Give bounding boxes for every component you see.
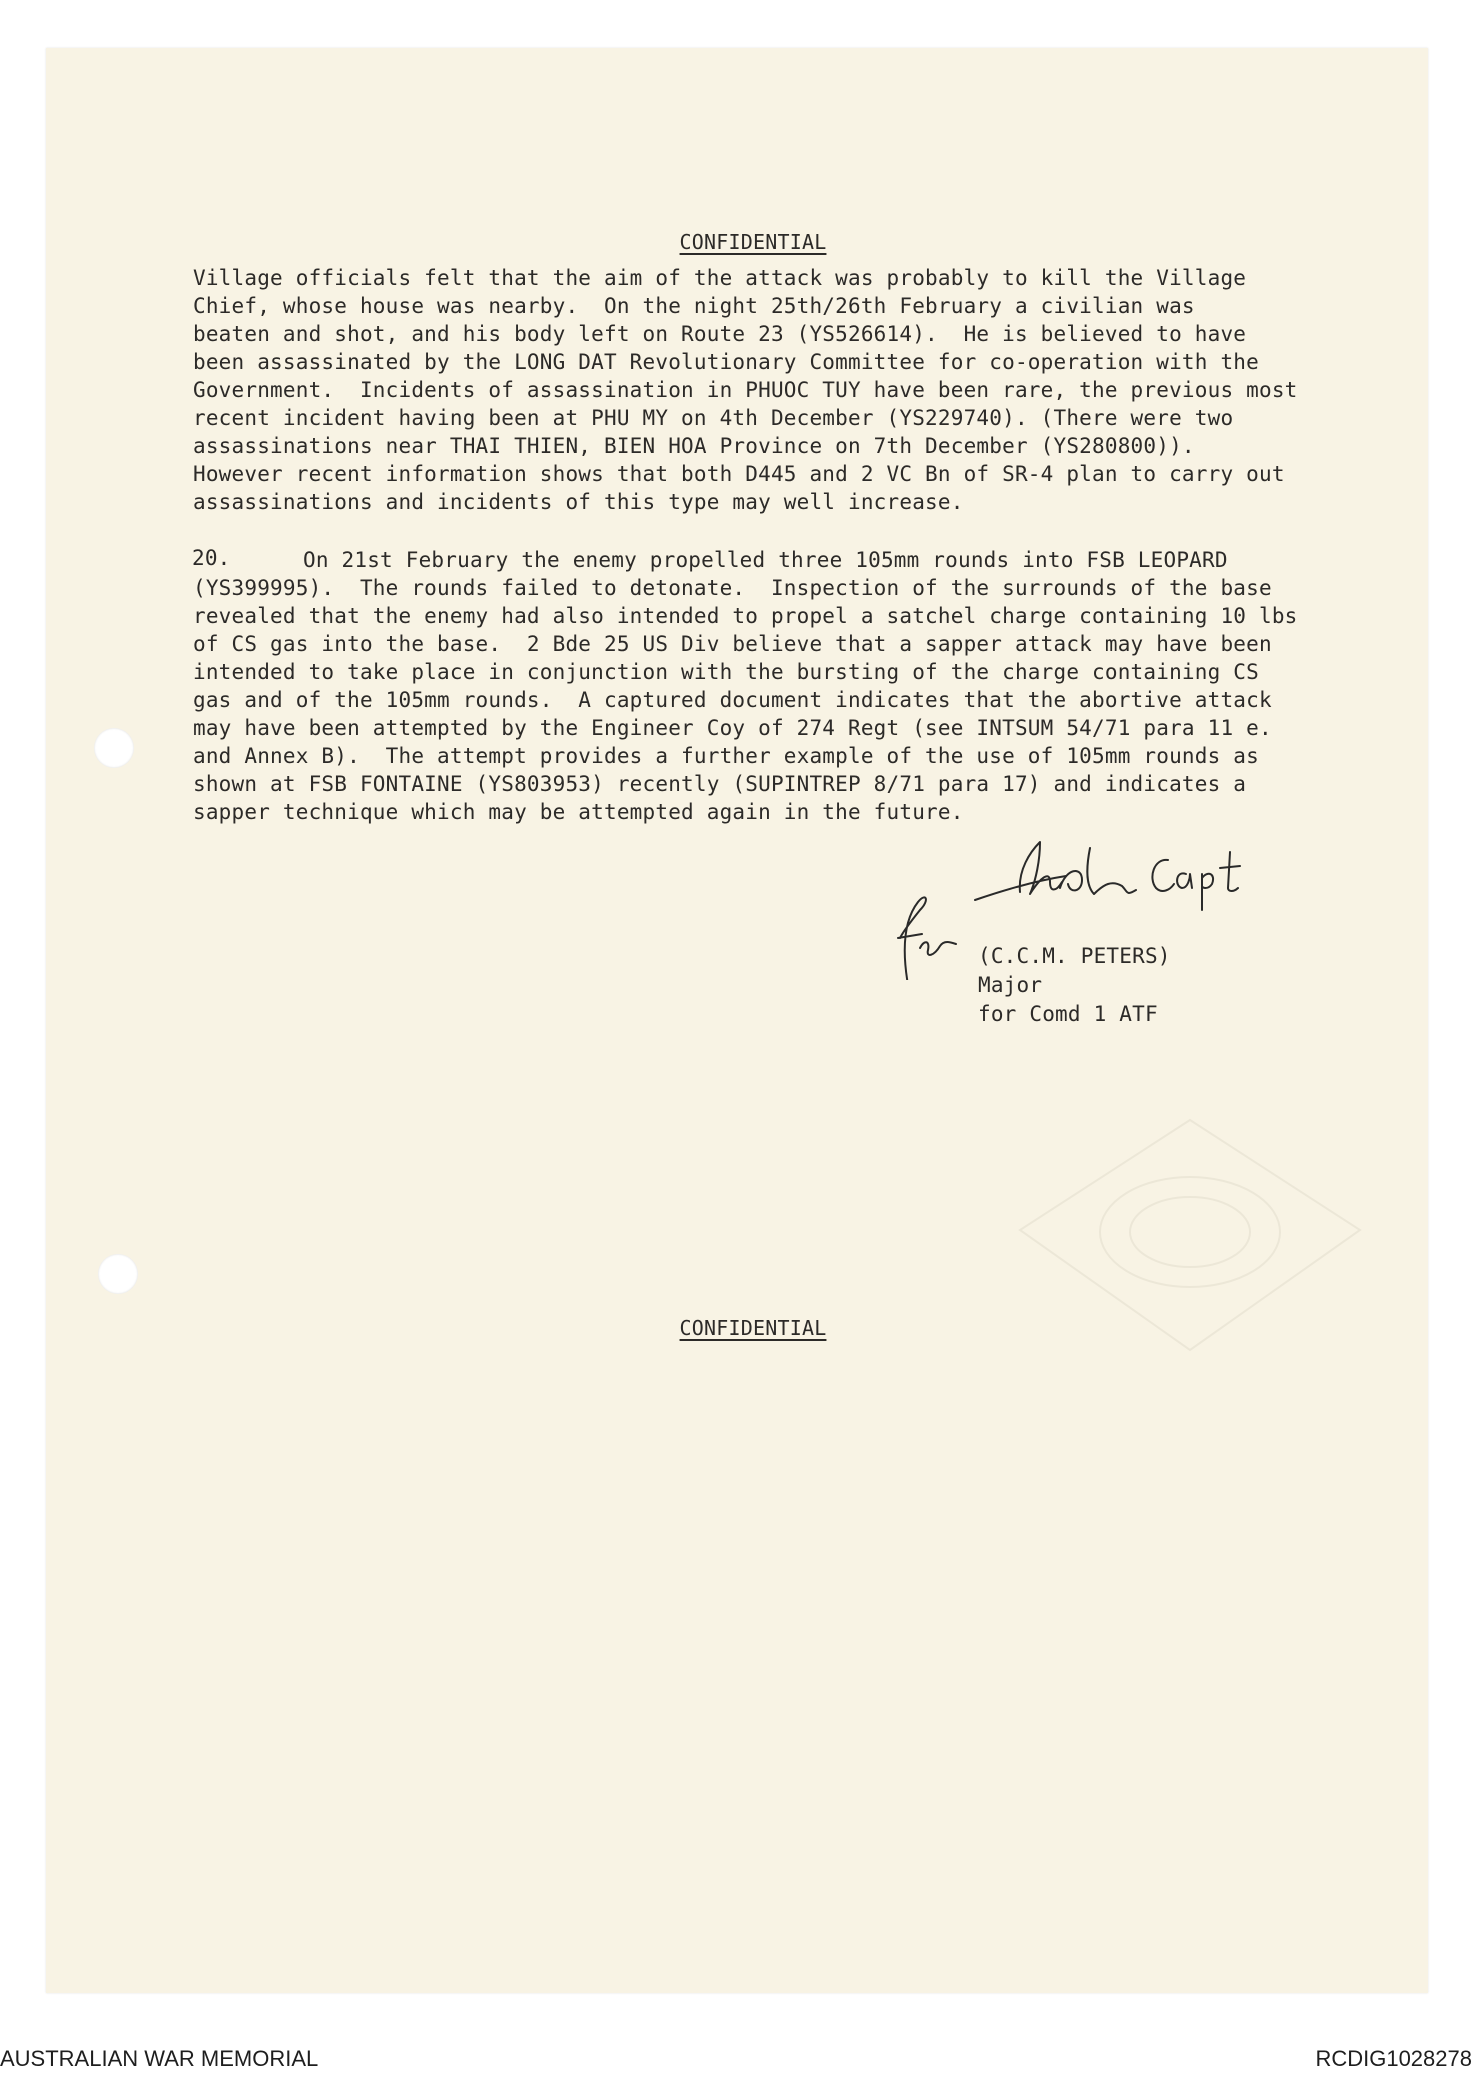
text-line: Chief, whose house was nearby. On the night 25th/26th February a civilian was [193, 294, 1195, 318]
punch-hole [98, 1254, 138, 1294]
signatory-name: (C.C.M. PETERS) [978, 944, 1171, 968]
footer-record-id: RCDIG1028278 [1315, 2046, 1472, 2071]
text-line: (YS399995). The rounds failed to detonate. Inspection of the surrounds of the base [193, 576, 1272, 600]
text-line: gas and of the 105mm rounds. A captured document indicates that the abortive attack [193, 688, 1272, 712]
text-line: been assassinated by the LONG DAT Revolutionary Committee for co-operation with the [193, 350, 1259, 374]
text-line: shown at FSB FONTAINE (YS803953) recently (SUPINTREP 8/71 para 17) and indicates a [193, 772, 1247, 796]
classification-top: CONFIDENTIAL [679, 230, 827, 254]
signatory-rank: Major [978, 973, 1043, 997]
classification-bottom: CONFIDENTIAL [679, 1316, 827, 1340]
text-line: On 21st February the enemy propelled three 105mm rounds into FSB LEOPARD [303, 548, 1228, 572]
paragraph-number: 20. [192, 546, 231, 570]
text-line: sapper technique which may be attempted again in the future. [193, 800, 964, 824]
embossed-seal [1010, 1110, 1370, 1360]
signatory-role: for Comd 1 ATF [978, 1002, 1158, 1026]
footer-archive-label: AUSTRALIAN WAR MEMORIAL [0, 2046, 319, 2071]
text-line: and Annex B). The attempt provides a further example of the use of 105mm rounds as [193, 744, 1259, 768]
text-line: recent incident having been at PHU MY on 4th December (YS229740). (There were two [193, 406, 1234, 430]
text-line: revealed that the enemy had also intended to propel a satchel charge containing 10 lbs [193, 604, 1298, 628]
text-line: However recent information shows that both D445 and 2 VC Bn of SR-4 plan to carry out [193, 462, 1285, 486]
text-line: of CS gas into the base. 2 Bde 25 US Div believe that a sapper attack may have been [193, 632, 1272, 656]
text-line: assassinations near THAI THIEN, BIEN HOA Province on 7th December (YS280800)). [193, 434, 1195, 458]
text-line: Village officials felt that the aim of the attack was probably to kill the Village [193, 266, 1247, 290]
text-line: beaten and shot, and his body left on Route 23 (YS526614). He is believed to have [193, 322, 1247, 346]
punch-hole [94, 728, 134, 768]
signature-block [978, 942, 1171, 1029]
text-line: assassinations and incidents of this type may well increase. [193, 490, 964, 514]
text-line: may have been attempted by the Engineer Coy of 274 Regt (see INTSUM 54/71 para 11 e. [193, 716, 1272, 740]
text-line: Government. Incidents of assassination in PHUOC TUY have been rare, the previous most [193, 378, 1298, 402]
text-line: intended to take place in conjunction with the bursting of the charge containing CS [193, 660, 1259, 684]
